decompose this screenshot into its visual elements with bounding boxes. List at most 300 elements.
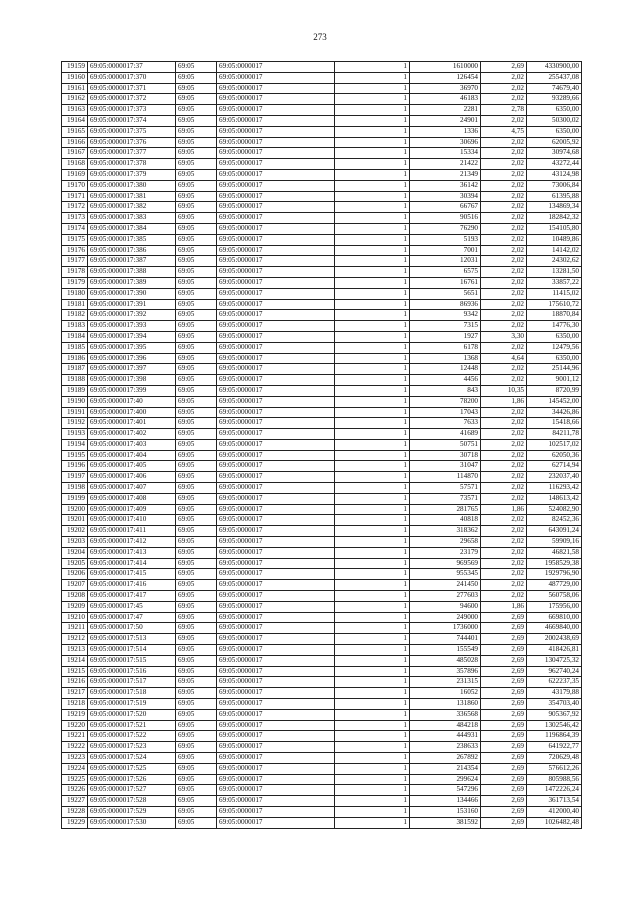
count-cell: 1: [335, 806, 410, 817]
rate-cell: 4,64: [481, 353, 527, 364]
district-code: 69:05: [176, 504, 217, 515]
row-number: 19180: [62, 288, 88, 299]
table-row: [62, 634, 582, 645]
value-cell: 182842,32: [527, 213, 582, 224]
rate-cell: 2,69: [481, 645, 527, 656]
district-code: 69:05: [176, 277, 217, 288]
count-cell: 1: [335, 785, 410, 796]
row-number: 19205: [62, 558, 88, 569]
rate-cell: 1,86: [481, 396, 527, 407]
cadastral-block: 69:05:0000017: [217, 159, 335, 170]
value-cell: 15418,66: [527, 418, 582, 429]
count-cell: 1: [335, 115, 410, 126]
count-cell: 1: [335, 148, 410, 159]
value-cell: 18870,84: [527, 310, 582, 321]
area-cell: 16052: [410, 688, 481, 699]
cadastral-number: 69:05:0000017:394: [88, 331, 176, 342]
table-row: [62, 461, 582, 472]
cadastral-block: 69:05:0000017: [217, 547, 335, 558]
value-cell: 30974,68: [527, 148, 582, 159]
district-code: 69:05: [176, 364, 217, 375]
cadastral-number: 69:05:0000017:377: [88, 148, 176, 159]
row-number: 19210: [62, 612, 88, 623]
cadastral-number: 69:05:0000017:416: [88, 580, 176, 591]
district-code: 69:05: [176, 526, 217, 537]
area-cell: 31047: [410, 461, 481, 472]
district-code: 69:05: [176, 817, 217, 828]
value-cell: 255437,08: [527, 72, 582, 83]
count-cell: 1: [335, 169, 410, 180]
value-cell: 9001,12: [527, 375, 582, 386]
cadastral-number: 69:05:0000017:387: [88, 256, 176, 267]
row-number: 19229: [62, 817, 88, 828]
page-number: 273: [313, 32, 327, 42]
table-row: [62, 342, 582, 353]
row-number: 19164: [62, 115, 88, 126]
row-number: 19169: [62, 169, 88, 180]
area-cell: 41689: [410, 429, 481, 440]
cadastral-number: 69:05:0000017:381: [88, 191, 176, 202]
table-row: [62, 385, 582, 396]
cadastral-number: 69:05:0000017:513: [88, 634, 176, 645]
district-code: 69:05: [176, 321, 217, 332]
row-number: 19204: [62, 547, 88, 558]
cadastral-block: 69:05:0000017: [217, 62, 335, 73]
area-cell: 4456: [410, 375, 481, 386]
table-row: [62, 364, 582, 375]
area-cell: 114870: [410, 472, 481, 483]
count-cell: 1: [335, 94, 410, 105]
table-row: [62, 796, 582, 807]
row-number: 19201: [62, 515, 88, 526]
row-number: 19228: [62, 806, 88, 817]
count-cell: 1: [335, 623, 410, 634]
area-cell: 381592: [410, 817, 481, 828]
value-cell: 1958529,38: [527, 558, 582, 569]
area-cell: 17043: [410, 407, 481, 418]
area-cell: 7315: [410, 321, 481, 332]
cadastral-block: 69:05:0000017: [217, 223, 335, 234]
count-cell: 1: [335, 439, 410, 450]
area-cell: 36970: [410, 83, 481, 94]
cadastral-block: 69:05:0000017: [217, 213, 335, 224]
cadastral-block: 69:05:0000017: [217, 763, 335, 774]
cadastral-block: 69:05:0000017: [217, 580, 335, 591]
cadastral-number: 69:05:0000017:376: [88, 137, 176, 148]
cadastral-block: 69:05:0000017: [217, 331, 335, 342]
district-code: 69:05: [176, 148, 217, 159]
cadastral-number: 69:05:0000017:526: [88, 774, 176, 785]
count-cell: 1: [335, 612, 410, 623]
cadastral-number: 69:05:0000017:414: [88, 558, 176, 569]
district-code: 69:05: [176, 213, 217, 224]
table-row: [62, 612, 582, 623]
area-cell: 336568: [410, 709, 481, 720]
table-row: [62, 558, 582, 569]
table-row: [62, 731, 582, 742]
cadastral-number: 69:05:0000017:415: [88, 569, 176, 580]
row-number: 19222: [62, 742, 88, 753]
count-cell: 1: [335, 591, 410, 602]
cadastral-number: 69:05:0000017:408: [88, 493, 176, 504]
row-number: 19211: [62, 623, 88, 634]
rate-cell: 2,02: [481, 191, 527, 202]
cadastral-number: 69:05:0000017:396: [88, 353, 176, 364]
area-cell: 153160: [410, 806, 481, 817]
cadastral-block: 69:05:0000017: [217, 742, 335, 753]
cadastral-number: 69:05:0000017:47: [88, 612, 176, 623]
cadastral-block: 69:05:0000017: [217, 450, 335, 461]
rate-cell: 10,35: [481, 385, 527, 396]
rate-cell: 2,69: [481, 817, 527, 828]
rate-cell: 2,02: [481, 321, 527, 332]
value-cell: 62005,92: [527, 137, 582, 148]
district-code: 69:05: [176, 169, 217, 180]
area-cell: 1736000: [410, 623, 481, 634]
cadastral-block: 69:05:0000017: [217, 537, 335, 548]
district-code: 69:05: [176, 483, 217, 494]
row-number: 19174: [62, 223, 88, 234]
table-row: [62, 407, 582, 418]
cadastral-number: 69:05:0000017:517: [88, 677, 176, 688]
district-code: 69:05: [176, 353, 217, 364]
rate-cell: 2,02: [481, 375, 527, 386]
cadastral-block: 69:05:0000017: [217, 483, 335, 494]
table-row: [62, 180, 582, 191]
cadastral-block: 69:05:0000017: [217, 83, 335, 94]
count-cell: 1: [335, 645, 410, 656]
row-number: 19172: [62, 202, 88, 213]
count-cell: 1: [335, 515, 410, 526]
rate-cell: 2,02: [481, 515, 527, 526]
district-code: 69:05: [176, 515, 217, 526]
area-cell: 267892: [410, 753, 481, 764]
rate-cell: 2,02: [481, 72, 527, 83]
table-row: [62, 299, 582, 310]
rate-cell: 2,02: [481, 526, 527, 537]
count-cell: 1: [335, 450, 410, 461]
row-number: 19178: [62, 267, 88, 278]
value-cell: 154105,80: [527, 223, 582, 234]
cadastral-value-table: [61, 61, 582, 829]
value-cell: 962740,24: [527, 666, 582, 677]
count-cell: 1: [335, 321, 410, 332]
table-row: [62, 753, 582, 764]
cadastral-block: 69:05:0000017: [217, 612, 335, 623]
table-row: [62, 623, 582, 634]
count-cell: 1: [335, 483, 410, 494]
rate-cell: 2,78: [481, 105, 527, 116]
cadastral-block: 69:05:0000017: [217, 137, 335, 148]
value-cell: 1302546,42: [527, 720, 582, 731]
cadastral-number: 69:05:0000017:520: [88, 709, 176, 720]
value-cell: 24302,62: [527, 256, 582, 267]
cadastral-block: 69:05:0000017: [217, 202, 335, 213]
district-code: 69:05: [176, 461, 217, 472]
cadastral-number: 69:05:0000017:407: [88, 483, 176, 494]
cadastral-block: 69:05:0000017: [217, 796, 335, 807]
count-cell: 1: [335, 223, 410, 234]
cadastral-number: 69:05:0000017:390: [88, 288, 176, 299]
district-code: 69:05: [176, 558, 217, 569]
table-row: [62, 742, 582, 753]
row-number: 19189: [62, 385, 88, 396]
value-cell: 175610,72: [527, 299, 582, 310]
row-number: 19186: [62, 353, 88, 364]
district-code: 69:05: [176, 699, 217, 710]
area-cell: 214354: [410, 763, 481, 774]
table-row: [62, 267, 582, 278]
cadastral-number: 69:05:0000017:412: [88, 537, 176, 548]
rate-cell: 2,69: [481, 677, 527, 688]
rate-cell: 2,69: [481, 753, 527, 764]
count-cell: 1: [335, 699, 410, 710]
cadastral-block: 69:05:0000017: [217, 429, 335, 440]
rate-cell: 2,02: [481, 547, 527, 558]
value-cell: 43272,44: [527, 159, 582, 170]
area-cell: 12031: [410, 256, 481, 267]
area-cell: 1610000: [410, 62, 481, 73]
area-cell: 21422: [410, 159, 481, 170]
count-cell: 1: [335, 537, 410, 548]
area-cell: 955345: [410, 569, 481, 580]
area-cell: 86936: [410, 299, 481, 310]
district-code: 69:05: [176, 331, 217, 342]
count-cell: 1: [335, 137, 410, 148]
table-row: [62, 515, 582, 526]
rate-cell: 2,02: [481, 407, 527, 418]
cadastral-block: 69:05:0000017: [217, 105, 335, 116]
cadastral-number: 69:05:0000017:388: [88, 267, 176, 278]
area-cell: 66767: [410, 202, 481, 213]
value-cell: 148613,42: [527, 493, 582, 504]
cadastral-block: 69:05:0000017: [217, 785, 335, 796]
district-code: 69:05: [176, 191, 217, 202]
area-cell: 1336: [410, 126, 481, 137]
district-code: 69:05: [176, 569, 217, 580]
cadastral-block: 69:05:0000017: [217, 396, 335, 407]
row-number: 19191: [62, 407, 88, 418]
count-cell: 1: [335, 688, 410, 699]
district-code: 69:05: [176, 342, 217, 353]
table-row: [62, 569, 582, 580]
cadastral-number: 69:05:0000017:45: [88, 601, 176, 612]
cadastral-number: 69:05:0000017:40: [88, 396, 176, 407]
row-number: 19188: [62, 375, 88, 386]
area-cell: 90516: [410, 213, 481, 224]
table-row: [62, 709, 582, 720]
cadastral-block: 69:05:0000017: [217, 817, 335, 828]
area-cell: 40818: [410, 515, 481, 526]
count-cell: 1: [335, 126, 410, 137]
cadastral-number: 69:05:0000017:402: [88, 429, 176, 440]
value-cell: 622237,35: [527, 677, 582, 688]
cadastral-block: 69:05:0000017: [217, 169, 335, 180]
table-row: [62, 191, 582, 202]
area-cell: 1368: [410, 353, 481, 364]
count-cell: 1: [335, 418, 410, 429]
row-number: 19213: [62, 645, 88, 656]
row-number: 19226: [62, 785, 88, 796]
cadastral-number: 69:05:0000017:391: [88, 299, 176, 310]
row-number: 19166: [62, 137, 88, 148]
count-cell: 1: [335, 72, 410, 83]
area-cell: 444931: [410, 731, 481, 742]
rate-cell: 2,02: [481, 137, 527, 148]
district-code: 69:05: [176, 429, 217, 440]
count-cell: 1: [335, 493, 410, 504]
row-number: 19192: [62, 418, 88, 429]
area-cell: 547296: [410, 785, 481, 796]
cadastral-number: 69:05:0000017:382: [88, 202, 176, 213]
table-row: [62, 310, 582, 321]
area-cell: 30394: [410, 191, 481, 202]
rate-cell: 2,02: [481, 558, 527, 569]
area-cell: 94600: [410, 601, 481, 612]
value-cell: 669810,00: [527, 612, 582, 623]
row-number: 19198: [62, 483, 88, 494]
row-number: 19184: [62, 331, 88, 342]
rate-cell: 2,02: [481, 580, 527, 591]
rate-cell: 2,02: [481, 472, 527, 483]
value-cell: 43179,88: [527, 688, 582, 699]
value-cell: 10489,86: [527, 234, 582, 245]
table-row: [62, 601, 582, 612]
district-code: 69:05: [176, 623, 217, 634]
table-row: [62, 331, 582, 342]
count-cell: 1: [335, 267, 410, 278]
cadastral-number: 69:05:0000017:530: [88, 817, 176, 828]
table-row: [62, 504, 582, 515]
cadastral-block: 69:05:0000017: [217, 709, 335, 720]
cadastral-block: 69:05:0000017: [217, 180, 335, 191]
district-code: 69:05: [176, 612, 217, 623]
count-cell: 1: [335, 353, 410, 364]
table-row: [62, 83, 582, 94]
district-code: 69:05: [176, 299, 217, 310]
area-cell: 249000: [410, 612, 481, 623]
row-number: 19168: [62, 159, 88, 170]
district-code: 69:05: [176, 796, 217, 807]
rate-cell: 2,02: [481, 234, 527, 245]
row-number: 19221: [62, 731, 88, 742]
cadastral-block: 69:05:0000017: [217, 364, 335, 375]
district-code: 69:05: [176, 83, 217, 94]
row-number: 19167: [62, 148, 88, 159]
count-cell: 1: [335, 634, 410, 645]
count-cell: 1: [335, 234, 410, 245]
cadastral-number: 69:05:0000017:372: [88, 94, 176, 105]
row-number: 19161: [62, 83, 88, 94]
district-code: 69:05: [176, 72, 217, 83]
row-number: 19196: [62, 461, 88, 472]
district-code: 69:05: [176, 645, 217, 656]
area-cell: 73571: [410, 493, 481, 504]
area-cell: 241450: [410, 580, 481, 591]
table-row: [62, 62, 582, 73]
table-row: [62, 353, 582, 364]
rate-cell: 2,69: [481, 763, 527, 774]
district-code: 69:05: [176, 105, 217, 116]
row-number: 19209: [62, 601, 88, 612]
area-cell: 30696: [410, 137, 481, 148]
rate-cell: 2,69: [481, 709, 527, 720]
rate-cell: 2,69: [481, 742, 527, 753]
row-number: 19195: [62, 450, 88, 461]
rate-cell: 4,75: [481, 126, 527, 137]
cadastral-number: 69:05:0000017:383: [88, 213, 176, 224]
cadastral-block: 69:05:0000017: [217, 806, 335, 817]
district-code: 69:05: [176, 180, 217, 191]
cadastral-block: 69:05:0000017: [217, 191, 335, 202]
rate-cell: 2,02: [481, 364, 527, 375]
count-cell: 1: [335, 180, 410, 191]
area-cell: 2281: [410, 105, 481, 116]
row-number: 19173: [62, 213, 88, 224]
count-cell: 1: [335, 709, 410, 720]
value-cell: 175956,00: [527, 601, 582, 612]
table-row: [62, 817, 582, 828]
row-number: 19170: [62, 180, 88, 191]
value-cell: 116293,42: [527, 483, 582, 494]
count-cell: 1: [335, 245, 410, 256]
table-row: [62, 547, 582, 558]
cadastral-block: 69:05:0000017: [217, 731, 335, 742]
cadastral-block: 69:05:0000017: [217, 277, 335, 288]
table-row: [62, 537, 582, 548]
row-number: 19206: [62, 569, 88, 580]
table-row: [62, 375, 582, 386]
count-cell: 1: [335, 288, 410, 299]
cadastral-block: 69:05:0000017: [217, 439, 335, 450]
cadastral-number: 69:05:0000017:524: [88, 753, 176, 764]
table-row: [62, 159, 582, 170]
value-cell: 8720,99: [527, 385, 582, 396]
value-cell: 412000,40: [527, 806, 582, 817]
count-cell: 1: [335, 105, 410, 116]
row-number: 19212: [62, 634, 88, 645]
cadastral-block: 69:05:0000017: [217, 126, 335, 137]
count-cell: 1: [335, 526, 410, 537]
district-code: 69:05: [176, 62, 217, 73]
rate-cell: 2,02: [481, 169, 527, 180]
row-number: 19177: [62, 256, 88, 267]
row-number: 19182: [62, 310, 88, 321]
district-code: 69:05: [176, 677, 217, 688]
cadastral-block: 69:05:0000017: [217, 699, 335, 710]
rate-cell: 2,02: [481, 94, 527, 105]
district-code: 69:05: [176, 493, 217, 504]
row-number: 19223: [62, 753, 88, 764]
cadastral-number: 69:05:0000017:395: [88, 342, 176, 353]
cadastral-number: 69:05:0000017:389: [88, 277, 176, 288]
district-code: 69:05: [176, 159, 217, 170]
cadastral-number: 69:05:0000017:398: [88, 375, 176, 386]
area-cell: 29658: [410, 537, 481, 548]
cadastral-block: 69:05:0000017: [217, 115, 335, 126]
cadastral-number: 69:05:0000017:410: [88, 515, 176, 526]
table-row: [62, 763, 582, 774]
district-code: 69:05: [176, 115, 217, 126]
rate-cell: 2,69: [481, 774, 527, 785]
cadastral-block: 69:05:0000017: [217, 321, 335, 332]
row-number: 19159: [62, 62, 88, 73]
area-cell: 16761: [410, 277, 481, 288]
table-row: [62, 580, 582, 591]
row-number: 19187: [62, 364, 88, 375]
area-cell: 15334: [410, 148, 481, 159]
rate-cell: 1,86: [481, 504, 527, 515]
